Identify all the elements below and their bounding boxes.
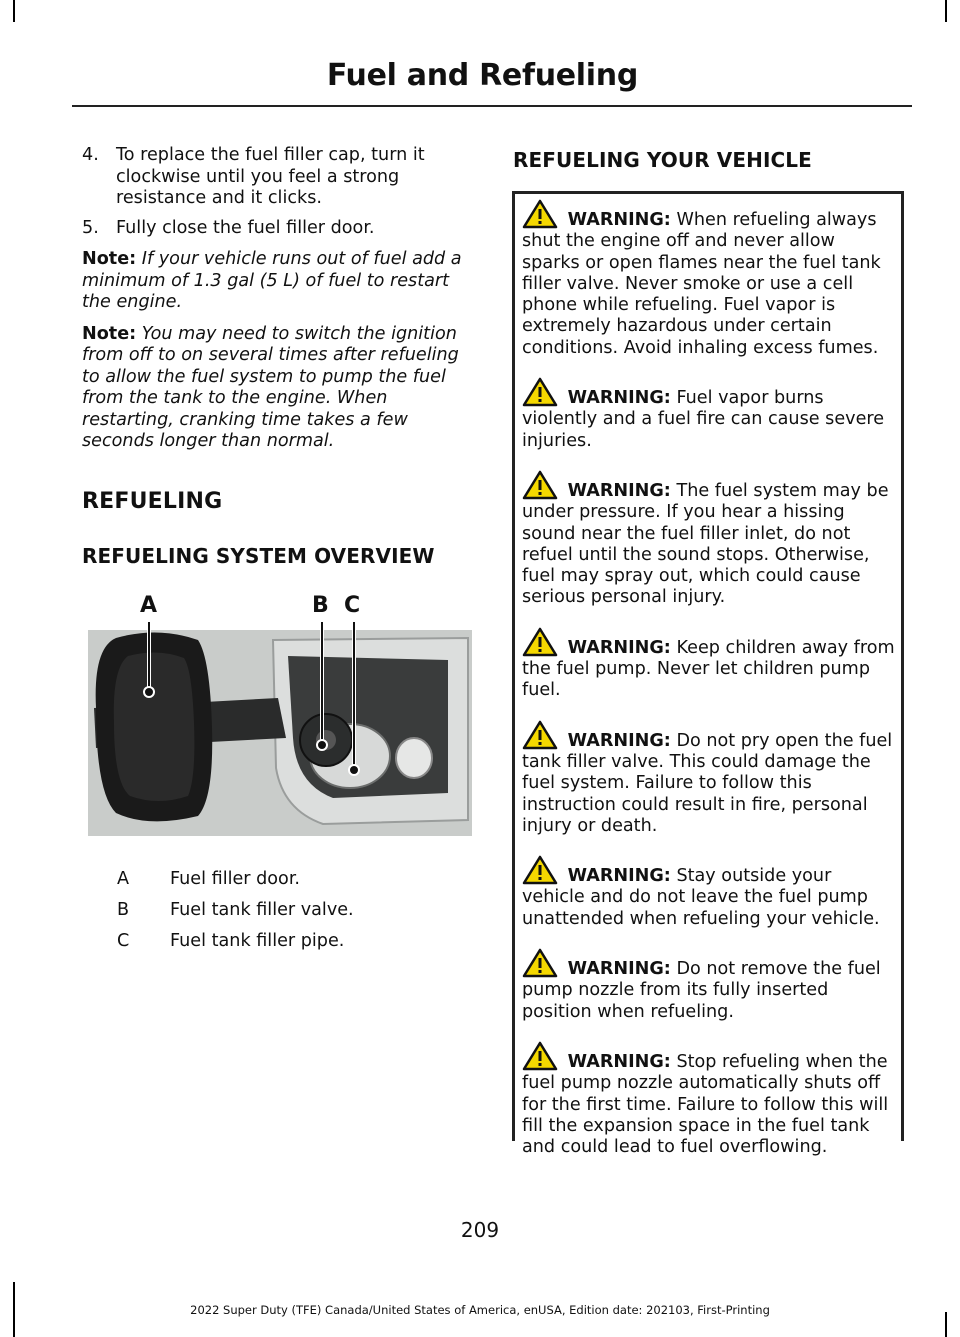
- section-title: REFUELING: [82, 488, 223, 514]
- callout-label-b: B: [312, 593, 329, 618]
- warning-text: Do not pry open the fuel tank filler valve. This could damage the fuel system. Failure to follow this instruction could result in fire, personal injury or death.: [522, 730, 893, 836]
- warning-label: WARNING:: [567, 480, 671, 501]
- warning-triangle-icon: [522, 470, 558, 500]
- warning-text: When refueling always shut the engine off and never allow sparks or open flames near the fuel tank filler valve. Never smoke or use a cell phone while refueling. Fuel vapor is extremely hazardous under certain conditions. Avoid inhaling excess fumes.: [522, 210, 881, 358]
- warning-label: WARNING:: [567, 637, 671, 658]
- warning-label: WARNING:: [567, 959, 671, 980]
- warning-triangle-icon: [522, 948, 558, 978]
- warning-item: [522, 470, 898, 609]
- callout-dot-c: [349, 765, 359, 775]
- warning-text: Stop refueling when the fuel pump nozzle automatically shuts off for the first time. Failure to follow this will fill the expansion space in the fuel tank and could lead to fuel overflowing.: [522, 1051, 889, 1158]
- crop-mark: [945, 0, 947, 22]
- warning-item: [522, 720, 898, 837]
- warning-item: [522, 627, 898, 702]
- warning-triangle-icon: [522, 855, 558, 885]
- page-header-title: Fuel and Refueling: [326, 58, 638, 93]
- warning-triangle-icon: [522, 627, 558, 657]
- header-rule: [72, 105, 912, 107]
- warning-text: Stay outside your vehicle and do not leave the fuel pump unattended when refueling your vehicle.: [522, 866, 880, 929]
- note: [82, 249, 470, 314]
- crop-mark: [13, 0, 15, 22]
- callout-label-c: C: [344, 593, 361, 618]
- legend-value: Fuel filler door.: [170, 869, 301, 889]
- note-label: Note:: [82, 323, 137, 344]
- callout-dot-a: [144, 687, 154, 697]
- legend-key: A: [117, 869, 130, 889]
- callout-label-a: A: [140, 593, 158, 618]
- step-number: 4.: [82, 145, 99, 165]
- warning-item: [522, 855, 898, 930]
- page-number: 209: [460, 1218, 500, 1242]
- edition-footer: 2022 Super Duty (TFE) Canada/United States of America, enUSA, Edition date: 202103, First-Printing: [190, 1303, 770, 1317]
- note-text: You may need to switch the ignition from off to on several times after refueling to allow the fuel system to pump the fuel from the tank to the engine. When restarting, cranking time takes a few seconds longer than normal.: [82, 323, 459, 451]
- warning-label: WARNING:: [567, 1051, 671, 1072]
- subsection-title: REFUELING SYSTEM OVERVIEW: [82, 544, 435, 568]
- note-label: Note:: [82, 249, 137, 269]
- warning-triangle-icon: [522, 720, 558, 750]
- legend-value: Fuel tank filler pipe.: [170, 931, 345, 951]
- refueling-system-figure: [88, 588, 472, 838]
- warning-item: [522, 948, 898, 1023]
- warning-text: Keep children away from the fuel pump. Never let children pump fuel.: [522, 637, 895, 701]
- warning-triangle-icon: [522, 377, 558, 407]
- note: [82, 324, 470, 453]
- fuel-door-inner: [114, 652, 195, 801]
- legend-value: Fuel tank filler valve.: [170, 900, 354, 920]
- right-section-title: REFUELING YOUR VEHICLE: [513, 148, 812, 172]
- left-column: [82, 145, 470, 568]
- warning-label: WARNING:: [567, 866, 671, 887]
- step-text: Fully close the fuel filler door.: [116, 217, 375, 238]
- warning-item: [522, 1041, 898, 1158]
- step-item: [82, 145, 470, 210]
- warnings-list: [522, 199, 898, 1176]
- warning-triangle-icon: [522, 1041, 558, 1071]
- warning-label: WARNING:: [567, 730, 671, 751]
- step-number: 5.: [82, 217, 99, 238]
- warning-text: Fuel vapor burns violently and a fuel fire can cause severe injuries.: [522, 388, 885, 451]
- callout-dot-b: [317, 740, 327, 750]
- legend-key: C: [117, 931, 130, 951]
- warning-text: The fuel system may be under pressure. If you hear a hissing sound near the fuel filler inlet, do not refuel until the sound stops. Otherwise, fuel may spray out, which could cause serious personal injury.: [522, 480, 889, 608]
- aux-cap: [396, 738, 432, 778]
- warning-text: Do not remove the fuel pump nozzle from its fully inserted position when refueling.: [522, 959, 881, 1022]
- note-text: If your vehicle runs out of fuel add a minimum of 1.3 gal (5 L) of fuel to restart the engine.: [82, 249, 462, 312]
- warning-triangle-icon: [522, 199, 558, 229]
- step-item: [82, 218, 470, 240]
- warning-item: [522, 377, 898, 452]
- warning-item: [522, 199, 898, 359]
- warning-label: WARNING:: [567, 210, 671, 230]
- legend-key: B: [117, 900, 130, 920]
- warning-label: WARNING:: [567, 388, 671, 409]
- step-text: To replace the fuel filler cap, turn it clockwise until you feel a strong resistance and it clicks.: [116, 145, 425, 208]
